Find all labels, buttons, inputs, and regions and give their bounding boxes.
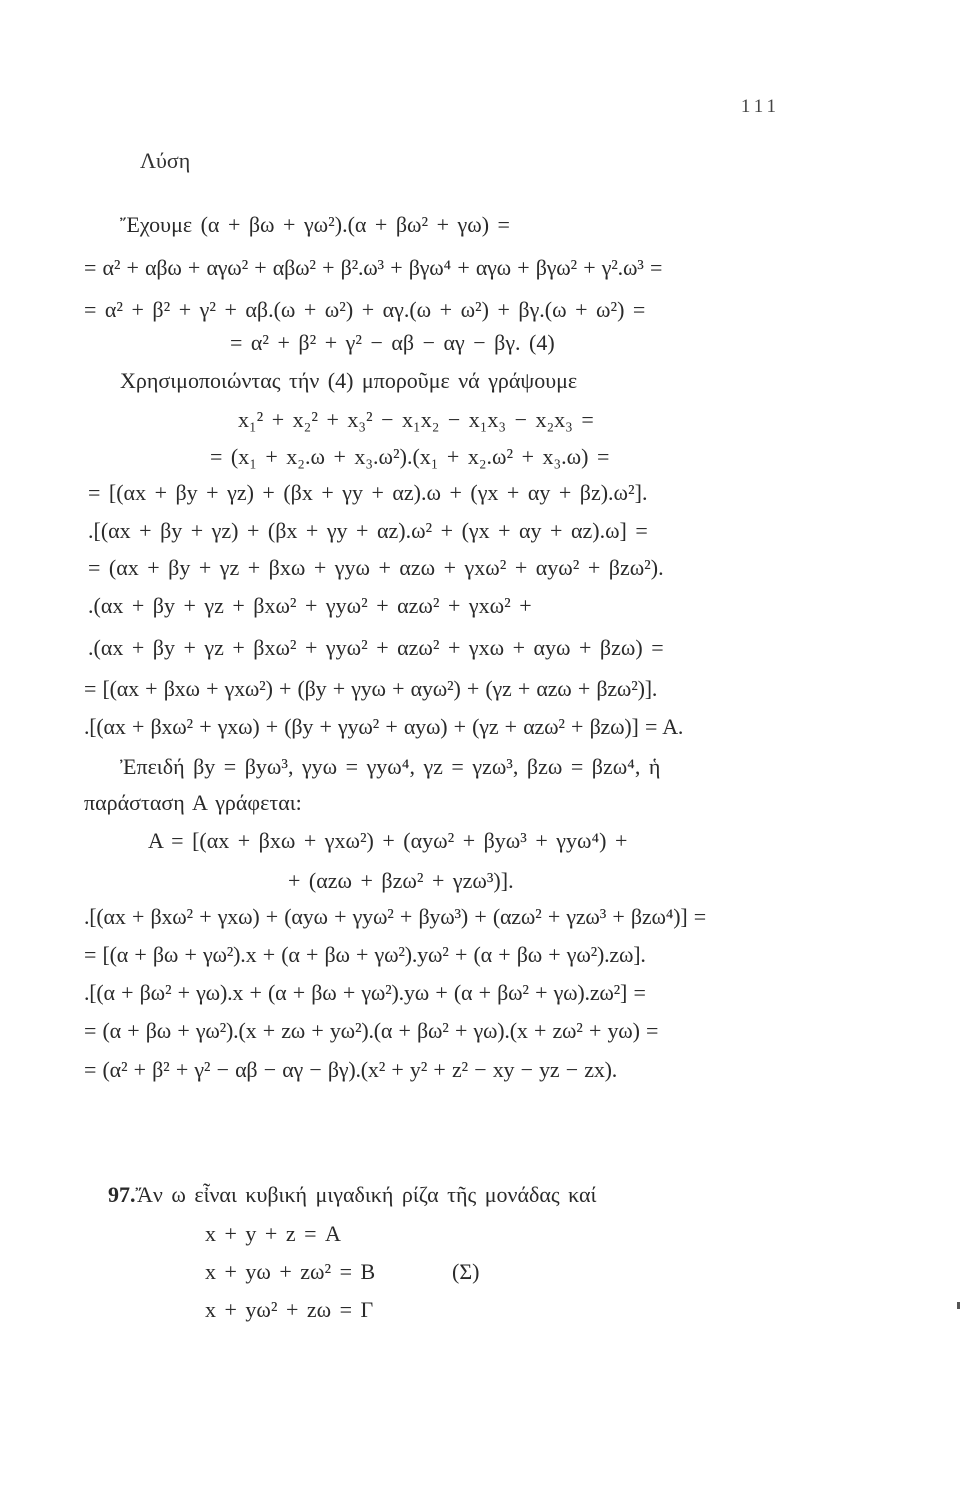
equation-line: .(αx + βy + γz + βxω² + γyω² + αzω² + γxω + αyω + βzω) = xyxy=(88,635,664,660)
text-line: Ἐπειδή βy = βyω³, γyω = γyω⁴, γz = γzω³, βzω = βzω⁴, ἡ xyxy=(120,754,661,779)
problem-number: 97. xyxy=(108,1182,136,1207)
text-line: Χρησιμοποιώντας τήν (4) μποροῦμε νά γράψουμε xyxy=(120,368,578,393)
problem-text: Ἄν ω εἶναι κυβική μιγαδική ρίζα τῆς μονάδας καί xyxy=(135,1182,597,1207)
equation-line: = α² + β² + γ² − αβ − αγ − βγ. (4) xyxy=(230,330,555,355)
equation-line: = [(α + βω + γω²).x + (α + βω + γω²).yω² + (α + βω + γω²).zω]. xyxy=(84,942,646,967)
equation-line: x₁² + x₂² + x₃² − x₁x₂ − x₁x₃ − x₂x₃ = xyxy=(238,407,594,432)
equation-line: = (α² + β² + γ² − αβ − αγ − βγ).(x² + y² + z² − xy − yz − zx). xyxy=(84,1057,618,1082)
page-number: 111 xyxy=(740,96,780,117)
equation-line: = [(αx + βxω + γxω²) + (βy + γyω + αyω²) + (γz + αzω + βzω²)]. xyxy=(84,676,658,701)
system-equation-3: x + yω² + zω = Γ xyxy=(205,1297,374,1322)
equation-line: Α = [(αx + βxω + γxω²) + (αyω² + βyω³ + γyω⁴) + xyxy=(148,828,628,853)
system-equation-2: x + yω + zω² = Β xyxy=(205,1259,376,1284)
problem-statement xyxy=(108,1180,596,1210)
scan-mark xyxy=(957,1302,960,1309)
equation-line: Ἔχουμε (α + βω + γω²).(α + βω² + γω) = xyxy=(120,212,510,237)
solution-heading: Λύση xyxy=(140,148,191,173)
equation-line: = α² + β² + γ² + αβ.(ω + ω²) + αγ.(ω + ω²) + βγ.(ω + ω²) = xyxy=(84,297,646,322)
equation-line: .(αx + βy + γz + βxω² + γyω² + αzω² + γxω² + xyxy=(88,593,532,618)
equation-line: + (αzω + βzω² + γzω³)]. xyxy=(288,868,514,893)
text-line: παράσταση Α γράφεται: xyxy=(84,790,302,815)
system-equation-1: x + y + z = Α xyxy=(205,1221,341,1246)
equation-line: .[(αx + βy + γz) + (βx + γy + αz).ω² + (γx + αy + αz).ω] = xyxy=(88,518,648,543)
equation-line: .[(αx + βxω² + γxω) + (αyω + γyω² + βyω³) + (αzω² + γzω³ + βzω⁴)] = xyxy=(84,904,706,929)
system-label: (Σ) xyxy=(452,1259,480,1284)
equation-line: = α² + αβω + αγω² + αβω² + β².ω³ + βγω⁴ + αγω + βγω² + γ².ω³ = xyxy=(84,255,663,280)
equation-line: .[(αx + βxω² + γxω) + (βy + γyω² + αyω) + (γz + αzω² + βzω)] = Α. xyxy=(84,714,684,739)
equation-line: .[(α + βω² + γω).x + (α + βω + γω²).yω + (α + βω² + γω).zω²] = xyxy=(84,980,646,1005)
equation-line: = (αx + βy + γz + βxω + γyω + αzω + γxω² + αyω² + βzω²). xyxy=(88,555,664,580)
equation-line: = (x₁ + x₂.ω + x₃.ω²).(x₁ + x₂.ω² + x₃.ω) = xyxy=(210,444,610,469)
equation-line: = (α + βω + γω²).(x + zω + yω²).(α + βω² + γω).(x + zω² + yω) = xyxy=(84,1018,659,1043)
equation-line: = [(αx + βy + γz) + (βx + γy + αz).ω + (γx + αy + βz).ω²]. xyxy=(88,480,648,505)
